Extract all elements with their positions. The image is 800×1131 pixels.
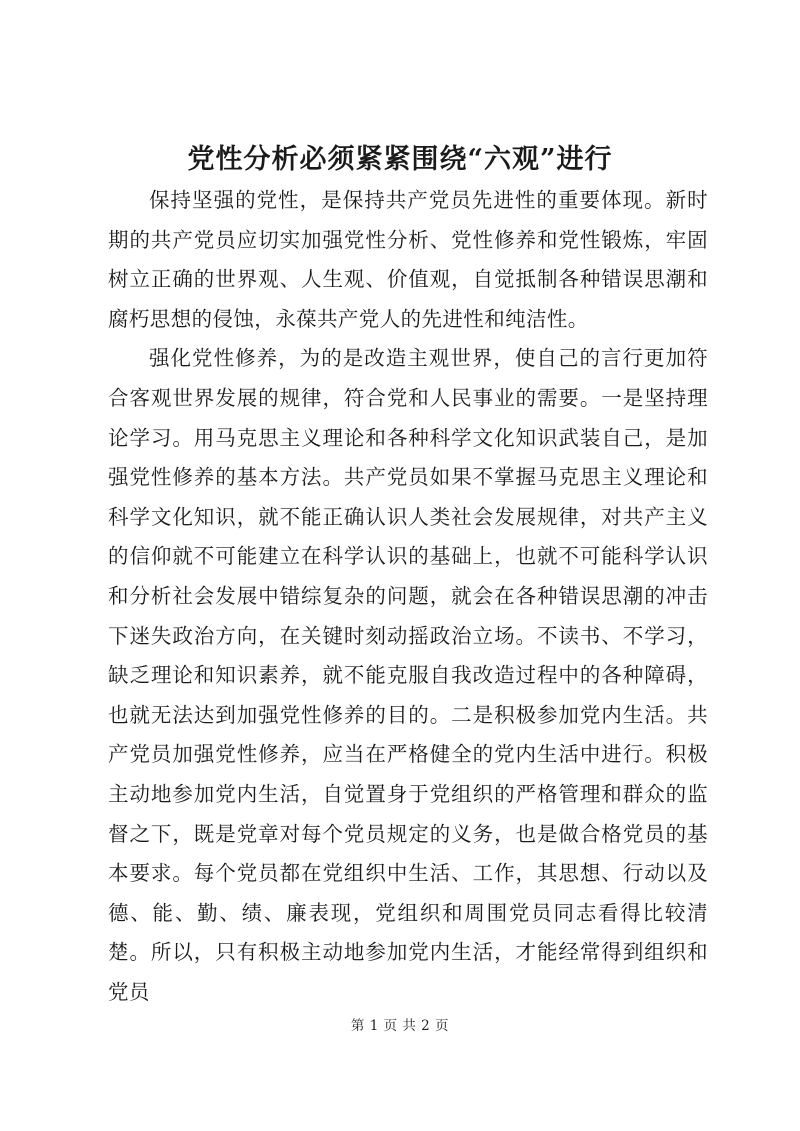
page-footer: 第 1 页 共 2 页	[350, 1018, 450, 1034]
paragraph-2: 强化党性修养，为的是改造主观世界，使自己的言行更加符合客观世界发展的规律，符合党和人民事业的需要。一是坚持理论学习。用马克思主义理论和各种科学文化知识武装自己，是加强党性修养的基本方法。共产党员如果不掌握马克思主义理论和科学文化知识，就不能正确认识人类社会发展规律，对共产主义的信仰就不可能建立在科学认识的基础上，也就不可能科学认识和分析社会发展中错综复杂的问题，就会在各种错误思潮的冲击下迷失政治方向，在关键时刻动摇政治立场。不读书、不学习，缺乏理论和知识素养，就不能克服自我改造过程中的各种障碍，也就无法达到加强党性修养的目的。二是积极参加党内生活。共产党员加强党性修养，应当在严格健全的党内生活中进行。积极主动地参加党内生活，自觉置身于党组织的严格管理和群众的监督之下，既是党章对每个党员规定的义务，也是做合格党员的基本要求。每个党员都在党组织中生活、工作，其思想、行动以及德、能、勤、绩、廉表现，党组织和周围党员同志看得比较清楚。所以，只有积极主动地参加党内生活，才能经常得到组织和党员	[108, 346, 708, 1004]
document-body	[108, 181, 708, 1012]
document-title: 党性分析必须紧紧围绕“六观”进行	[187, 144, 613, 175]
paragraph-1: 保持坚强的党性，是保持共产党员先进性的重要体现。新时期的共产党员应切实加强党性分析、党性修养和党性锻炼，牢固树立正确的世界观、人生观、价值观，自觉抵制各种错误思潮和腐朽思想的侵蚀，永葆共产党人的先进性和纯洁性。	[108, 188, 708, 331]
